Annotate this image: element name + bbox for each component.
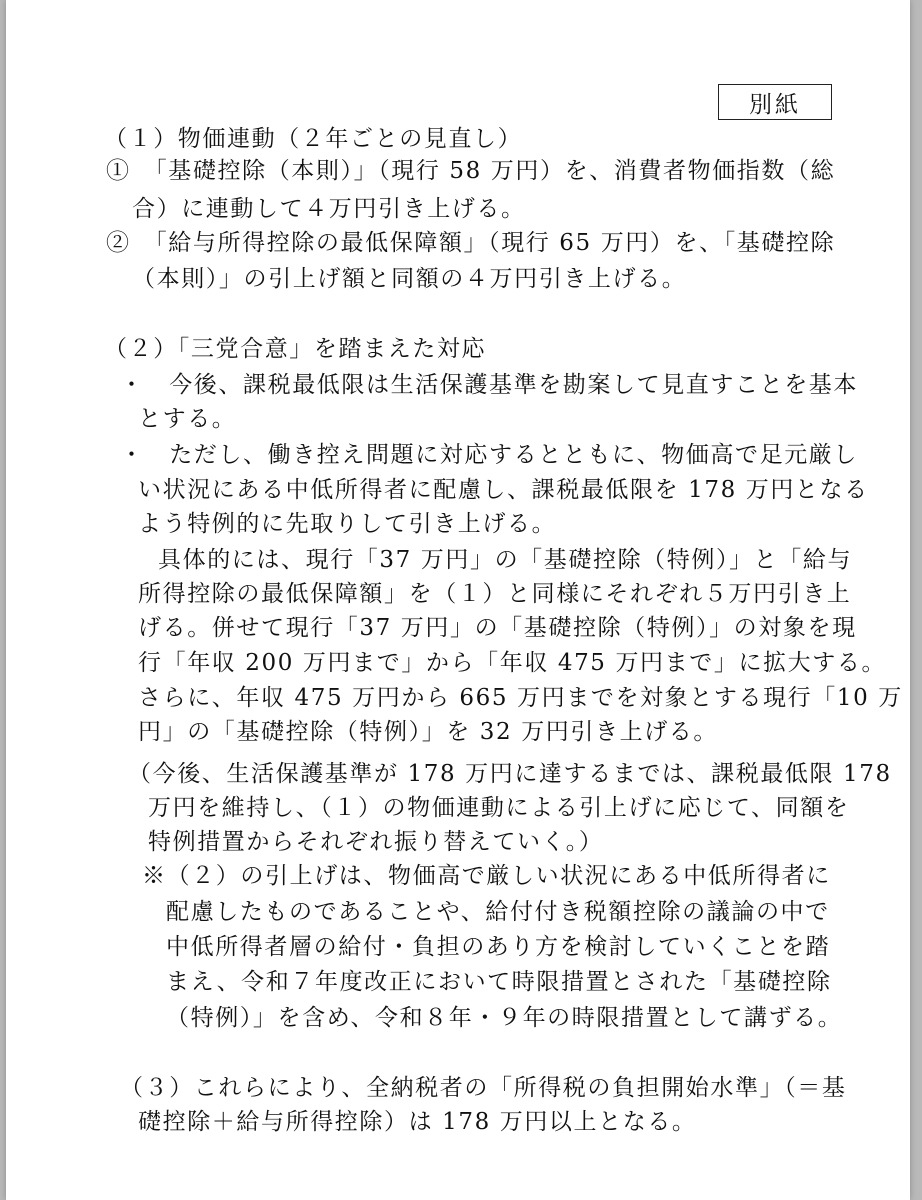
item-2-line-2: （本則）」の引上げ額と同額の４万円引き上げる。 bbox=[132, 266, 687, 292]
note-line-3: 中低所得者層の給付・負担のあり方を検討していくことを踏 bbox=[166, 934, 831, 960]
section-3-line-1: （３）これらにより、全納税者の「所得税の負担開始水準」（＝基 bbox=[120, 1075, 847, 1101]
paren-note-line-1: （今後、生活保護基準が 178 万円に達するまでは、課税最低限 178 bbox=[128, 761, 892, 787]
section-1-heading: （１）物価連動（２年ごとの見直し） bbox=[104, 126, 523, 152]
item-2-line-1: ② 「給与所得控除の最低保障額」（現行 65 万円）を、「基礎控除 bbox=[106, 230, 836, 256]
paren-note-line-3: 特例措置からそれぞれ振り替えていく。） bbox=[148, 829, 604, 855]
bullet-1-line-1: ・ 今後、課税最低限は生活保護基準を勘案して見直すことを基本 bbox=[120, 372, 858, 398]
detail-line-4: 行「年収 200 万円まで」から「年収 475 万円まで」に拡大する。 bbox=[138, 650, 887, 676]
bullet-2-line-3: よう特例的に先取りして引き上げる。 bbox=[138, 511, 557, 537]
bullet-2-line-1: ・ ただし、働き控え問題に対応するとともに、物価高で足元厳し bbox=[120, 442, 858, 468]
item-1-line-1: ① 「基礎控除（本則）」（現行 58 万円）を、消費者物価指数（総 bbox=[106, 158, 836, 184]
note-line-2: 配慮したものであることや、給付付き税額控除の議論の中で bbox=[166, 899, 830, 925]
attachment-label: 別紙 bbox=[718, 84, 832, 120]
section-3-line-2: 礎控除＋給与所得控除）は 178 万円以上となる。 bbox=[138, 1109, 697, 1135]
detail-line-3: げる。併せて現行「37 万円」の「基礎控除（特例）」の対象を現 bbox=[138, 615, 857, 641]
section-2-heading: （２）「三党合意」を踏まえた対応 bbox=[104, 336, 487, 362]
paren-note-line-2: 万円を維持し、（１）の物価連動による引上げに応じて、同額を bbox=[148, 795, 850, 821]
detail-line-1: 具体的には、現行「37 万円」の「基礎控除（特例）」と「給与 bbox=[158, 547, 853, 573]
bullet-1-line-2: とする。 bbox=[138, 406, 237, 432]
document-page bbox=[6, 0, 910, 1200]
note-line-5: （特例）」を含め、令和８年・９年の時限措置として講ずる。 bbox=[166, 1005, 843, 1031]
item-1-line-2: 合）に連動して４万円引き上げる。 bbox=[132, 196, 526, 222]
note-line-4: まえ、令和７年度改正において時限措置とされた「基礎控除 bbox=[166, 969, 832, 995]
note-line-1: ※（２）の引上げは、物価高で厳しい状況にある中低所得者に bbox=[142, 863, 831, 889]
detail-line-2: 所得控除の最低保障額」を（１）と同様にそれぞれ５万円引き上 bbox=[138, 581, 852, 607]
detail-line-5: さらに、年収 475 万円から 665 万円までを対象とする現行「10 万 bbox=[138, 685, 903, 711]
bullet-2-line-2: い状況にある中低所得者に配慮し、課税最低限を 178 万円となる bbox=[138, 477, 869, 503]
detail-line-6: 円」の「基礎控除（特例）」を 32 万円引き上げる。 bbox=[138, 719, 718, 745]
